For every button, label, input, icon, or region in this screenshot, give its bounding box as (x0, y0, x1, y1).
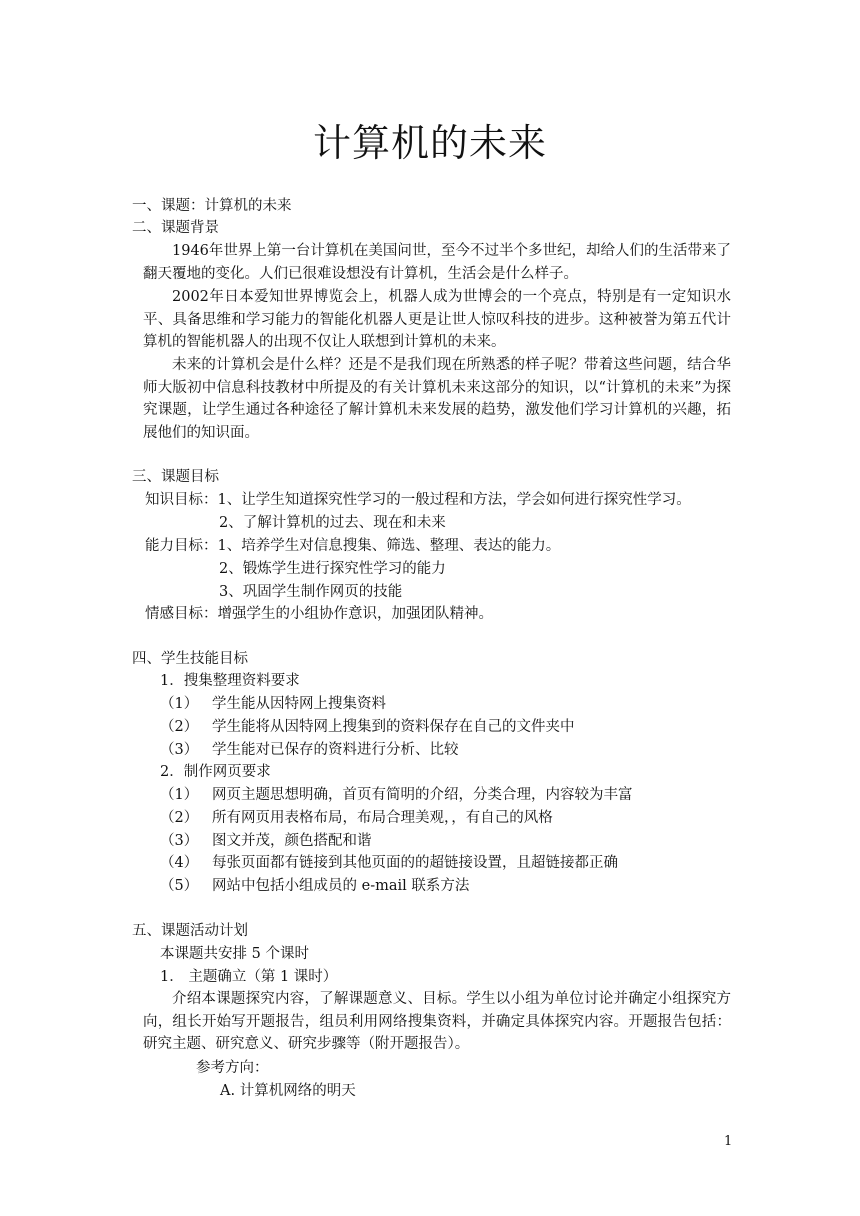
reference-directions-label: 参考方向： (196, 1060, 269, 1076)
ability-goal-3: 3、巩固学生制作网页的技能 (219, 584, 403, 600)
document-title: 计算机的未来 (312, 121, 547, 165)
list-item-text: 学生能将从因特网上搜集到的资料保存在自己的文件夹中 (212, 719, 575, 735)
lesson-count: 本课题共安排 5 个课时 (160, 946, 309, 962)
list-item (160, 830, 372, 852)
list-item-text: 网站中包括小组成员的 e-mail 联系方法 (212, 878, 470, 894)
list-item-number: （4） (160, 855, 199, 871)
list-item-text: 图文并茂，颜色搭配和谐 (212, 833, 372, 849)
section-1-heading: 一、课题：计算机的未来 (132, 198, 292, 214)
list-item-text: 学生能对已保存的资料进行分析、比较 (212, 742, 459, 758)
subsection-collect-heading: 1．搜集整理资料要求 (160, 673, 300, 689)
list-item-number: （2） (160, 719, 199, 735)
background-paragraph-2: 2002年日本爱知世界博览会上，机器人成为世博会的一个亮点，特别是有一定知识水平、具备思维和学习能力的智能化机器人更是让世人惊叹科技的进步。这种被誉为第五代计算机的智能机器人的出现不仅让人联想到计算机的未来。 (143, 289, 731, 350)
list-item-text: 所有网页用表格布局，布局合理美观，，有自己的风格 (212, 810, 553, 826)
background-paragraph-1: 1946年世界上第一台计算机在美国问世，至今不过半个多世纪，却给人们的生活带来了翻天覆地的变化。人们已很难设想没有计算机，生活会是什么样子。 (143, 243, 731, 282)
list-item-text: 每张页面都有链接到其他页面的的超链接设置，且超链接都正确 (212, 855, 618, 871)
list-item-number: （5） (160, 878, 199, 894)
knowledge-goal-2: 2、了解计算机的过去、现在和未来 (219, 515, 446, 531)
subsection-webpage-heading: 2．制作网页要求 (160, 764, 271, 780)
list-item-number: （1） (160, 696, 199, 712)
list-item-number: （2） (160, 810, 199, 826)
page-number: 1 (724, 1134, 733, 1149)
list-item-text: 网页主题思想明确，首页有简明的介绍，分类合理，内容较为丰富 (212, 787, 633, 803)
list-item (160, 716, 575, 738)
section-3-heading: 三、课题目标 (132, 469, 219, 485)
knowledge-goal-1: 知识目标：1、让学生知道探究性学习的一般过程和方法，学会如何进行探究性学习。 (145, 492, 691, 508)
list-item (160, 807, 553, 829)
reference-direction-a: A. 计算机网络的明天 (220, 1083, 356, 1099)
ability-goal-2: 2、锻炼学生进行探究性学习的能力 (219, 561, 446, 577)
ability-goal-1: 能力目标：1、培养学生对信息搜集、筛选、整理、表达的能力。 (145, 538, 561, 554)
lesson-1-paragraph: 介绍本课题探究内容，了解课题意义、目标。学生以小组为单位讨论并确定小组探究方向，组长开始写开题报告，组员利用网络搜集资料，并确定具体探究内容。开题报告包括：研究主题、研究意义、研究步骤等（附开题报告）。 (143, 991, 731, 1052)
list-item-number: （3） (160, 742, 199, 758)
list-item (160, 875, 469, 897)
list-item-text: 学生能从因特网上搜集资料 (212, 696, 386, 712)
section-2-heading: 二、课题背景 (132, 220, 219, 236)
list-item (160, 693, 386, 715)
list-item (160, 852, 618, 874)
list-item (160, 739, 459, 761)
lesson-1-heading: 1． 主题确立（第 1 课时） (160, 969, 338, 985)
section-5-heading: 五、课题活动计划 (132, 923, 248, 939)
background-paragraph-3: 未来的计算机会是什么样？还是不是我们现在所熟悉的样子呢？带着这些问题，结合华师大版初中信息科技教材中所提及的有关计算机未来这部分的知识，以“计算机的未来”为探究课题，让学生通过各种途径了解计算机未来发展的趋势，激发他们学习计算机的兴趣，拓展他们的知识面。 (143, 357, 731, 441)
list-item-number: （3） (160, 833, 199, 849)
list-item (160, 784, 633, 806)
list-item-number: （1） (160, 787, 199, 803)
section-4-heading: 四、学生技能目标 (132, 651, 248, 667)
emotion-goal: 情感目标：增强学生的小组协作意识，加强团队精神。 (145, 606, 493, 622)
